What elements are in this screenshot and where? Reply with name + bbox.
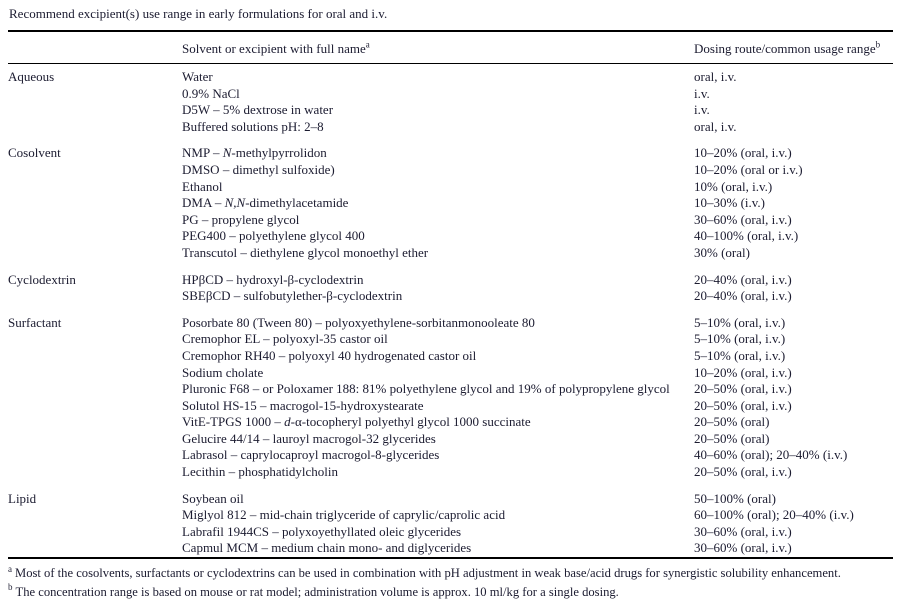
category-header-cell	[8, 31, 182, 64]
footnote-marker: b	[8, 582, 13, 593]
excipient-cell: Cremophor RH40 – polyoxyl 40 hydrogenated castor oil	[182, 347, 477, 363]
category-cell	[8, 288, 182, 305]
range-cell: 5–10% (oral, i.v.)	[694, 331, 786, 347]
excipient-cell: 0.9% NaCl	[182, 85, 240, 101]
range-cell: 5–10% (oral, i.v.)	[694, 347, 786, 363]
range-cell: 20–50% (oral, i.v.)	[694, 397, 792, 413]
table-row	[8, 481, 893, 508]
range-cell: 20–50% (oral, i.v.)	[694, 464, 792, 480]
range-header-footnote-marker: b	[875, 39, 881, 50]
range-cell: 10–20% (oral, i.v.)	[694, 145, 792, 161]
range-cell: 10% (oral, i.v.)	[694, 178, 773, 194]
range-cell: 30–60% (oral, i.v.)	[694, 540, 792, 556]
category-cell	[8, 414, 182, 431]
range-cell: i.v.	[694, 85, 710, 101]
excipient-cell: Water	[182, 69, 213, 84]
category-cell	[8, 86, 182, 103]
footnote: $^a$ Most of the cosolvents, surfactants or cyclodextrins can be used in combination with pH adjustment in weak base/acid drugs for synergistic solubility enhancement.	[8, 563, 841, 581]
category-cell	[8, 447, 182, 464]
excipient-cell: Ethanol	[182, 178, 223, 194]
category-cell: Lipid	[8, 490, 37, 506]
table-row	[8, 507, 893, 524]
excipient-cell: VitE-TPGS 1000 – d-α-tocopheryl polyethyl glycol 1000 succinate	[182, 414, 531, 430]
excipient-cell: HPβCD – hydroxyl-β-cyclodextrin	[182, 271, 364, 287]
excipient-cell: Posorbate 80 (Tween 80) – polyoxyethylene-sorbitanmonooleate 80	[182, 314, 535, 330]
table-row	[8, 540, 893, 558]
category-cell	[8, 431, 182, 448]
excipient-cell: SBEβCD – sulfobutylether-β-cyclodextrin	[182, 288, 403, 304]
category-cell	[8, 212, 182, 229]
category-cell: Surfactant	[8, 314, 62, 330]
table-row	[8, 162, 893, 179]
excipient-cell: Labrafil 1944CS – polyxoyethyllated oleic glycerides	[182, 523, 462, 539]
range-cell: 30–60% (oral, i.v.)	[694, 211, 792, 227]
category-cell	[8, 162, 182, 179]
table-row	[8, 398, 893, 415]
category-cell: Aqueous	[8, 69, 55, 84]
table-row	[8, 331, 893, 348]
header-row	[8, 31, 893, 64]
excipients-table	[8, 30, 893, 559]
range-cell: 20–50% (oral)	[694, 414, 770, 430]
category-cell	[8, 245, 182, 262]
excipient-cell: Gelucire 44/14 – lauroyl macrogol-32 glycerides	[182, 430, 436, 446]
excipient-cell: DMA – N,N-dimethylacetamide	[182, 195, 349, 211]
category-cell	[8, 381, 182, 398]
excipient-cell: Soybean oil	[182, 490, 244, 506]
range-cell: 20–50% (oral, i.v.)	[694, 381, 792, 397]
table-row	[8, 305, 893, 332]
excipient-cell: PEG400 – polyethylene glycol 400	[182, 228, 365, 244]
category-cell	[8, 179, 182, 196]
excipient-cell: Capmul MCM – medium chain mono- and diglycerides	[182, 540, 472, 556]
range-header-cell	[694, 31, 893, 64]
category-cell	[8, 540, 182, 558]
category-cell	[8, 195, 182, 212]
table-row	[8, 464, 893, 481]
category-cell	[8, 331, 182, 348]
excipient-cell: Pluronic F68 – or Poloxamer 188: 81% polyethylene glycol and 19% of polypropylene glycol	[182, 381, 670, 397]
table-row	[8, 365, 893, 382]
category-cell	[8, 348, 182, 365]
table-row	[8, 414, 893, 431]
table-header	[8, 31, 893, 64]
excipient-cell: Sodium cholate	[182, 364, 264, 380]
category-cell	[8, 365, 182, 382]
range-cell: 10–20% (oral or i.v.)	[694, 161, 803, 177]
table-row	[8, 431, 893, 448]
table-row	[8, 348, 893, 365]
table-row	[8, 262, 893, 289]
table-caption: Recommend excipient(s) use range in early formulations for oral and i.v.	[9, 6, 388, 21]
excipient-cell: Cremophor EL – polyoxyl-35 castor oil	[182, 331, 388, 347]
excipient-cell: DMSO – dimethyl sulfoxide)	[182, 161, 335, 177]
range-cell: 5–10% (oral, i.v.)	[694, 314, 786, 330]
table-row	[8, 86, 893, 103]
category-cell	[8, 398, 182, 415]
category-cell	[8, 464, 182, 481]
table-row	[8, 135, 893, 162]
table-row	[8, 245, 893, 262]
excipient-cell: D5W – 5% dextrose in water	[182, 102, 334, 118]
excipient-cell: Solutol HS-15 – macrogol-15-hydroxystearate	[182, 397, 424, 413]
range-cell: 40–100% (oral, i.v.)	[694, 228, 799, 244]
category-cell	[8, 524, 182, 541]
excipient-cell: Labrasol – caprylocaproyl macrogol-8-glycerides	[182, 447, 440, 463]
table-body	[8, 64, 893, 559]
range-cell: 20–40% (oral, i.v.)	[694, 271, 792, 287]
table-row	[8, 381, 893, 398]
footnote: $^b$ The concentration range is based on mouse or rat model; administration volume is approx. 10 ml/kg for a single dosing.	[8, 582, 619, 599]
range-cell: 50–100% (oral)	[694, 490, 776, 506]
excipient-cell: NMP – N-methylpyrrolidon	[182, 145, 327, 161]
excipient-header-label: Solvent or excipient with full name	[182, 41, 366, 56]
range-cell: 20–50% (oral)	[694, 430, 770, 446]
table-row	[8, 212, 893, 229]
table-row	[8, 447, 893, 464]
range-cell: 10–30% (i.v.)	[694, 195, 766, 211]
range-header-label: Dosing route/common usage range	[694, 41, 876, 56]
excipient-cell: Buffered solutions pH: 2–8	[182, 118, 324, 134]
table-row	[8, 102, 893, 119]
excipient-header-footnote-marker: a	[365, 39, 370, 50]
excipient-cell: PG – propylene glycol	[182, 211, 300, 227]
range-cell: oral, i.v.	[694, 118, 737, 134]
range-cell: 60–100% (oral); 20–40% (i.v.)	[694, 507, 854, 523]
range-cell: i.v.	[694, 102, 710, 118]
category-cell	[8, 102, 182, 119]
range-cell: 30% (oral)	[694, 244, 750, 260]
range-cell: 10–20% (oral, i.v.)	[694, 364, 792, 380]
category-cell	[8, 507, 182, 524]
table-row	[8, 179, 893, 196]
excipient-cell: Lecithin – phosphatidylcholin	[182, 464, 338, 480]
excipient-cell: Transcutol – diethylene glycol monoethyl ether	[182, 244, 429, 260]
table-row	[8, 228, 893, 245]
excipient-cell: Miglyol 812 – mid-chain triglyceride of caprylic/caprolic acid	[182, 507, 506, 523]
excipient-header-cell	[182, 31, 694, 64]
category-cell	[8, 228, 182, 245]
table-row	[8, 524, 893, 541]
table-row	[8, 64, 893, 86]
range-cell: oral, i.v.	[694, 69, 737, 84]
range-cell: 20–40% (oral, i.v.)	[694, 288, 792, 304]
footnotes	[8, 564, 893, 601]
footnote-marker: a	[8, 563, 12, 574]
range-cell: 30–60% (oral, i.v.)	[694, 523, 792, 539]
category-cell: Cyclodextrin	[8, 271, 76, 287]
category-cell	[8, 119, 182, 136]
table-row	[8, 119, 893, 136]
table-row	[8, 288, 893, 305]
table-row	[8, 195, 893, 212]
range-cell: 40–60% (oral); 20–40% (i.v.)	[694, 447, 848, 463]
category-cell: Cosolvent	[8, 145, 61, 161]
